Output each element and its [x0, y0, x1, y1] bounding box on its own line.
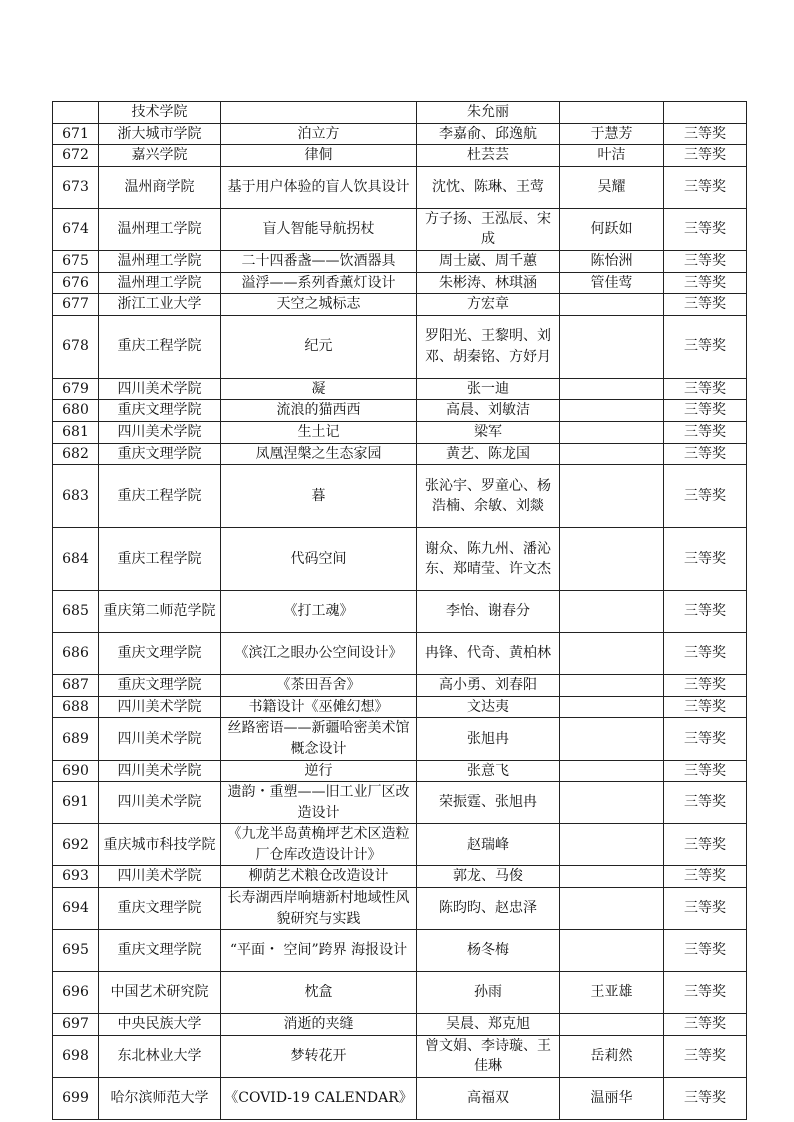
authors-cell: 周士崴、周千蕙	[417, 250, 560, 272]
award-cell: 三等奖	[664, 145, 747, 167]
award-cell: 三等奖	[664, 930, 747, 972]
school-cell: 中国艺术研究院	[99, 972, 221, 1014]
advisor-cell	[560, 633, 664, 675]
table-row	[53, 718, 747, 760]
work-title-cell: 柳荫艺术粮仓改造设计	[221, 866, 417, 888]
school-cell: 四川美术学院	[99, 782, 221, 824]
row-number	[53, 102, 99, 124]
advisor-cell	[560, 824, 664, 866]
row-number: 677	[53, 294, 99, 316]
authors-cell: 谢众、陈九州、潘沁东、郑晴莹、许文杰	[417, 528, 560, 591]
row-number: 692	[53, 824, 99, 866]
advisor-cell	[560, 421, 664, 443]
award-cell: 三等奖	[664, 421, 747, 443]
row-number: 691	[53, 782, 99, 824]
award-cell: 三等奖	[664, 591, 747, 633]
table-row	[53, 272, 747, 294]
row-number: 696	[53, 972, 99, 1014]
award-cell: 三等奖	[664, 166, 747, 208]
school-cell: 浙大城市学院	[99, 123, 221, 145]
authors-cell: 黄艺、陈龙国	[417, 443, 560, 465]
row-number: 697	[53, 1014, 99, 1036]
authors-cell: 杨冬梅	[417, 930, 560, 972]
table-row	[53, 696, 747, 718]
award-cell: 三等奖	[664, 782, 747, 824]
authors-cell: 李怡、谢春分	[417, 591, 560, 633]
school-cell: 温州理工学院	[99, 208, 221, 250]
table-row	[53, 633, 747, 675]
work-title-cell: 消逝的夹缝	[221, 1014, 417, 1036]
authors-cell: 陈昀昀、赵忠泽	[417, 888, 560, 930]
authors-cell: 沈忱、陈琳、王莺	[417, 166, 560, 208]
row-number: 676	[53, 272, 99, 294]
table-row	[53, 250, 747, 272]
table-row	[53, 972, 747, 1014]
table-row	[53, 145, 747, 167]
school-cell: 中央民族大学	[99, 1014, 221, 1036]
advisor-cell	[560, 102, 664, 124]
work-title-cell: 《打工魂》	[221, 591, 417, 633]
work-title-cell: 盲人智能导航拐杖	[221, 208, 417, 250]
authors-cell: 朱彬涛、林琪涵	[417, 272, 560, 294]
table-row	[53, 166, 747, 208]
advisor-cell	[560, 782, 664, 824]
advisor-cell	[560, 760, 664, 782]
work-title-cell: 枕盒	[221, 972, 417, 1014]
work-title-cell: 《滨江之眼办公空间设计》	[221, 633, 417, 675]
row-number: 684	[53, 528, 99, 591]
award-cell: 三等奖	[664, 378, 747, 400]
table-row	[53, 1078, 747, 1120]
award-cell: 三等奖	[664, 123, 747, 145]
award-cell: 三等奖	[664, 400, 747, 422]
table-row	[53, 760, 747, 782]
advisor-cell: 岳莉然	[560, 1035, 664, 1077]
row-number: 694	[53, 888, 99, 930]
work-title-cell: 丝路密语——新疆哈密美术馆概念设计	[221, 718, 417, 760]
authors-cell: 高小勇、刘春阳	[417, 675, 560, 697]
row-number: 682	[53, 443, 99, 465]
row-number: 678	[53, 315, 99, 378]
advisor-cell	[560, 378, 664, 400]
work-title-cell: 生土记	[221, 421, 417, 443]
award-cell: 三等奖	[664, 1078, 747, 1120]
advisor-cell: 于慧芳	[560, 123, 664, 145]
advisor-cell	[560, 443, 664, 465]
table-row	[53, 294, 747, 316]
table-row	[53, 1035, 747, 1077]
school-cell: 东北林业大学	[99, 1035, 221, 1077]
school-cell: 重庆文理学院	[99, 443, 221, 465]
row-number: 681	[53, 421, 99, 443]
award-cell: 三等奖	[664, 824, 747, 866]
advisor-cell	[560, 696, 664, 718]
authors-cell: 冉锋、代奇、黄柏林	[417, 633, 560, 675]
advisor-cell: 何跃如	[560, 208, 664, 250]
table-row	[53, 208, 747, 250]
row-number: 672	[53, 145, 99, 167]
authors-cell: 张旭冉	[417, 718, 560, 760]
table-row	[53, 930, 747, 972]
award-cell: 三等奖	[664, 633, 747, 675]
work-title-cell: 纪元	[221, 315, 417, 378]
awards-table	[52, 101, 747, 1120]
advisor-cell: 王亚雄	[560, 972, 664, 1014]
row-number: 673	[53, 166, 99, 208]
school-cell: 四川美术学院	[99, 760, 221, 782]
work-title-cell: 凝	[221, 378, 417, 400]
authors-cell: 吴晨、郑克旭	[417, 1014, 560, 1036]
work-title-cell: 逆行	[221, 760, 417, 782]
school-cell: 哈尔滨师范大学	[99, 1078, 221, 1120]
table-row	[53, 528, 747, 591]
advisor-cell	[560, 1014, 664, 1036]
award-cell: 三等奖	[664, 315, 747, 378]
school-cell: 四川美术学院	[99, 866, 221, 888]
school-cell: 重庆文理学院	[99, 675, 221, 697]
row-number: 683	[53, 465, 99, 528]
authors-cell: 荣振霆、张旭冉	[417, 782, 560, 824]
table-row	[53, 421, 747, 443]
row-number: 679	[53, 378, 99, 400]
work-title-cell: 二十四番盏——饮酒器具	[221, 250, 417, 272]
school-cell: 重庆文理学院	[99, 930, 221, 972]
award-cell: 三等奖	[664, 675, 747, 697]
award-cell: 三等奖	[664, 888, 747, 930]
school-cell: 四川美术学院	[99, 421, 221, 443]
authors-cell: 曾文娟、李诗璇、王佳琳	[417, 1035, 560, 1077]
work-title-cell: 凤凰涅槃之生态家园	[221, 443, 417, 465]
school-cell: 温州商学院	[99, 166, 221, 208]
authors-cell: 方宏章	[417, 294, 560, 316]
advisor-cell	[560, 591, 664, 633]
advisor-cell	[560, 675, 664, 697]
award-cell: 三等奖	[664, 528, 747, 591]
advisor-cell: 叶洁	[560, 145, 664, 167]
advisor-cell	[560, 888, 664, 930]
work-title-cell: 暮	[221, 465, 417, 528]
advisor-cell	[560, 930, 664, 972]
table-row	[53, 443, 747, 465]
award-cell: 三等奖	[664, 443, 747, 465]
row-number: 680	[53, 400, 99, 422]
authors-cell: 方子扬、王泓辰、宋成	[417, 208, 560, 250]
row-number: 685	[53, 591, 99, 633]
work-title-cell	[221, 102, 417, 124]
authors-cell: 赵瑞峰	[417, 824, 560, 866]
authors-cell: 郭龙、马俊	[417, 866, 560, 888]
award-cell: 三等奖	[664, 760, 747, 782]
advisor-cell	[560, 400, 664, 422]
school-cell: 四川美术学院	[99, 718, 221, 760]
authors-cell: 梁军	[417, 421, 560, 443]
work-title-cell: 天空之城标志	[221, 294, 417, 316]
advisor-cell: 温丽华	[560, 1078, 664, 1120]
table-row	[53, 824, 747, 866]
work-title-cell: 《九龙半岛黄桷坪艺术区造粒厂仓库改造设计计》	[221, 824, 417, 866]
work-title-cell: 律侗	[221, 145, 417, 167]
advisor-cell: 吴耀	[560, 166, 664, 208]
table-row	[53, 1014, 747, 1036]
work-title-cell: 流浪的猫西西	[221, 400, 417, 422]
work-title-cell: 梦转花开	[221, 1035, 417, 1077]
advisor-cell	[560, 315, 664, 378]
row-number: 688	[53, 696, 99, 718]
school-cell: 嘉兴学院	[99, 145, 221, 167]
school-cell: 温州理工学院	[99, 250, 221, 272]
advisor-cell	[560, 718, 664, 760]
advisor-cell: 陈怡洲	[560, 250, 664, 272]
row-number: 690	[53, 760, 99, 782]
advisor-cell	[560, 465, 664, 528]
school-cell: 四川美术学院	[99, 696, 221, 718]
advisor-cell	[560, 294, 664, 316]
school-cell: 重庆城市科技学院	[99, 824, 221, 866]
award-cell: 三等奖	[664, 250, 747, 272]
table-row	[53, 102, 747, 124]
school-cell: 温州理工学院	[99, 272, 221, 294]
authors-cell: 高晨、刘敏洁	[417, 400, 560, 422]
school-cell: 重庆工程学院	[99, 528, 221, 591]
work-title-cell: “平面・ 空间”跨界 海报设计	[221, 930, 417, 972]
award-cell: 三等奖	[664, 866, 747, 888]
table-row	[53, 400, 747, 422]
work-title-cell: 泊立方	[221, 123, 417, 145]
table-row	[53, 888, 747, 930]
authors-cell: 张沁宇、罗童心、杨浩楠、余敏、刘燚	[417, 465, 560, 528]
authors-cell: 李嘉俞、邱逸航	[417, 123, 560, 145]
award-cell: 三等奖	[664, 718, 747, 760]
table-row	[53, 782, 747, 824]
work-title-cell: 《COVID-19 CALENDAR》	[221, 1078, 417, 1120]
school-cell: 技术学院	[99, 102, 221, 124]
award-cell: 三等奖	[664, 294, 747, 316]
school-cell: 浙江工业大学	[99, 294, 221, 316]
award-cell: 三等奖	[664, 208, 747, 250]
authors-cell: 孙雨	[417, 972, 560, 1014]
school-cell: 重庆文理学院	[99, 633, 221, 675]
work-title-cell: 代码空间	[221, 528, 417, 591]
authors-cell: 张一迪	[417, 378, 560, 400]
school-cell: 重庆文理学院	[99, 888, 221, 930]
authors-cell: 罗阳光、王黎明、刘邓、胡秦铭、方妤月	[417, 315, 560, 378]
row-number: 675	[53, 250, 99, 272]
table-row	[53, 866, 747, 888]
work-title-cell: 《茶田吾舍》	[221, 675, 417, 697]
authors-cell: 张意飞	[417, 760, 560, 782]
work-title-cell: 基于用户体验的盲人饮具设计	[221, 166, 417, 208]
award-cell: 三等奖	[664, 272, 747, 294]
school-cell: 重庆工程学院	[99, 465, 221, 528]
row-number: 674	[53, 208, 99, 250]
advisor-cell	[560, 866, 664, 888]
row-number: 671	[53, 123, 99, 145]
row-number: 695	[53, 930, 99, 972]
authors-cell: 朱允丽	[417, 102, 560, 124]
authors-cell: 杜芸芸	[417, 145, 560, 167]
school-cell: 四川美术学院	[99, 378, 221, 400]
school-cell: 重庆工程学院	[99, 315, 221, 378]
work-title-cell: 书籍设计《巫傩幻想》	[221, 696, 417, 718]
row-number: 699	[53, 1078, 99, 1120]
award-cell: 三等奖	[664, 1035, 747, 1077]
work-title-cell: 遗韵・重塑——旧工业厂区改造设计	[221, 782, 417, 824]
authors-cell: 文达夷	[417, 696, 560, 718]
award-cell	[664, 102, 747, 124]
advisor-cell: 管佳莺	[560, 272, 664, 294]
awards-table-body	[53, 102, 747, 1120]
table-row	[53, 465, 747, 528]
row-number: 687	[53, 675, 99, 697]
row-number: 698	[53, 1035, 99, 1077]
authors-cell: 高福双	[417, 1078, 560, 1120]
work-title-cell: 长寿湖西岸响塘新村地域性风貌研究与实践	[221, 888, 417, 930]
advisor-cell	[560, 528, 664, 591]
award-cell: 三等奖	[664, 972, 747, 1014]
row-number: 689	[53, 718, 99, 760]
table-row	[53, 315, 747, 378]
table-row	[53, 123, 747, 145]
table-row	[53, 378, 747, 400]
award-cell: 三等奖	[664, 696, 747, 718]
school-cell: 重庆第二师范学院	[99, 591, 221, 633]
table-row	[53, 591, 747, 633]
row-number: 693	[53, 866, 99, 888]
work-title-cell: 溢浮——系列香薰灯设计	[221, 272, 417, 294]
school-cell: 重庆文理学院	[99, 400, 221, 422]
award-cell: 三等奖	[664, 1014, 747, 1036]
row-number: 686	[53, 633, 99, 675]
award-cell: 三等奖	[664, 465, 747, 528]
table-row	[53, 675, 747, 697]
